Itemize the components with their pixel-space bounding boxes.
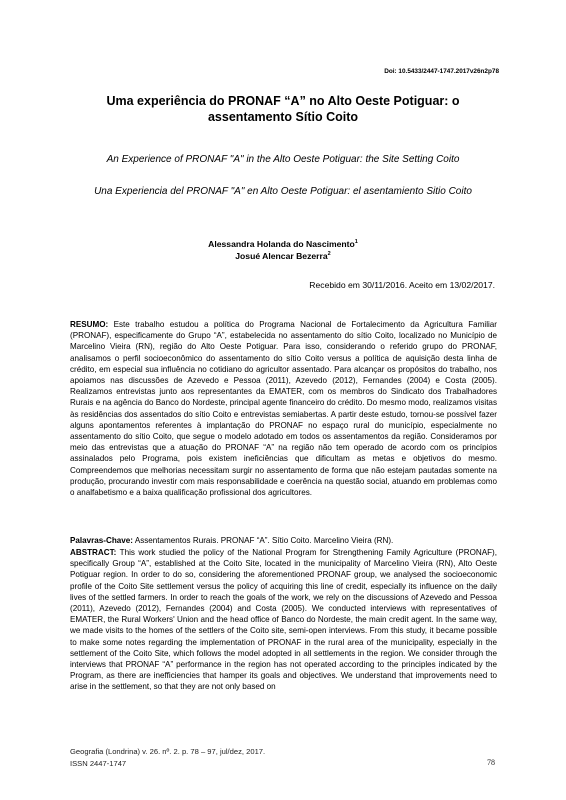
subtitle-spanish: Una Experiencia del PRONAF "A" en Alto Oeste Potiguar: el asentamiento Sitio Coito bbox=[94, 186, 472, 197]
resumo-label: RESUMO: bbox=[70, 320, 109, 329]
doi-header: Doi: 10.5433/2447-1747.2017v26n2p78 bbox=[384, 68, 499, 75]
keywords-paragraph bbox=[70, 535, 497, 546]
keywords-text: Assentamentos Rurais. PRONAF “A”. Sítio Coito. Marcelino Vieira (RN). bbox=[134, 536, 394, 545]
abstract-text: This work studied the policy of the National Program for Strengthening Family Agriculture (PRONAF), specifically Group “A”, established at the Coito Site, located in the municipality of Marcelino Vieira (RN), Alto Oeste Potiguar region. In order to do so, considering the aforementioned PRONAF group, we analysed the socioeconomic profile of the Coito Site settlement versus the policy of acquiring this line of credit, especially its influence on the daily lives of the settled farmers. In order to reach the goals of the work, we rely on the discussions of Azevedo and Pessoa (2011), Azevedo (2012), Fernandes (2004) and Costa (2005). We conducted interviews with representatives of EMATER, the Rural Workers' Union and the head office of Banco do Nordeste, the main credit agent. In the same way, we made visits to the homes of the settlers of the Coito site, semi-open interviews. From this study, it became possible to make some notes regarding the implementation of PRONAF in the rural area of the municipality, especially in the settlement of the Coito Site, which follows the model adopted in all settlements in the region. We consider through the interviews that PRONAF “A” performance in the region has not operated according to the principles indicated by the Program, as there are inefficiencies that hamper its goals and objectives. We understand that improvements need to arise in the settlement, so that they are not only based on bbox=[70, 548, 497, 692]
journal-citation: Geografia (Londrina) v. 26. nº. 2. p. 78 – 97, jul/dez, 2017. bbox=[70, 747, 266, 756]
authors-block bbox=[70, 238, 496, 262]
resumo-paragraph bbox=[70, 319, 497, 498]
keywords-label: Palavras-Chave: bbox=[70, 536, 133, 545]
resumo-text: Este trabalho estudou a política do Programa Nacional de Fortalecimento da Agricultura Familiar (PRONAF), especificamente do Grupo “A”, estabelecida no assentamento do sítio Coito, localizado no Município de Marcelino Vieira (RN), região do Alto Oeste Potiguar. Para isso, considerando o referido grupo do PRONAF, analisamos o perfil socioeconômico do assentamento do sítio Coito versus a política de aquisição desta linha de crédito, em especial sua influência no cotidiano do agricultor assentado. Para alcançar os propósitos do trabalho, nos apoiamos nas discussões de Azevedo e Pessoa (2011), Azevedo (2012), Fernandes (2004) e Costa (2005). Realizamos entrevistas junto aos representantes da EMATER, com os membros do Sindicato dos Trabalhadores Rurais e na agência do Banco do Nordeste, principal agente financeiro do crédito. Do mesmo modo, realizamos visitas às residências dos assentados do sítio Coito e entrevistas semiabertas. A partir deste estudo, tornou-se possível fazer alguns apontamentos referentes à implantação do PRONAF no espaço rural do município, especialmente no assentamento do sítio Coito, que segue o modelo adotado em todos os assentamentos da região. Consideramos por meio das entrevistas que a atuação do PRONAF “A” na região não tem operado de acordo com os princípios assinalados pelo Programa, pois existem ineficiências que dificultam as metas e objetivos do mesmo. Compreendemos que melhorias necessitam surgir no assentamento de forma que não estejam pautadas somente na produção, procurando investir com mais responsabilidade e coerência na questão social, atuando em problemas como o analfabetismo e a baixa qualificação profissional dos agricultores. bbox=[70, 320, 498, 498]
author-1 bbox=[70, 238, 496, 250]
abstract-label: ABSTRACT: bbox=[70, 548, 117, 557]
page-footer bbox=[70, 746, 265, 770]
author-footnote-mark: 2 bbox=[327, 251, 331, 258]
author-name: Josué Alencar Bezerra bbox=[235, 251, 328, 261]
page-number: 78 bbox=[487, 758, 495, 767]
author-footnote-mark: 1 bbox=[354, 239, 358, 246]
subtitle-english: An Experience of PRONAF "A" in the Alto Oeste Potiguar: the Site Setting Coito bbox=[106, 154, 460, 165]
received-accepted-dates: Recebido em 30/11/2016. Aceito em 13/02/2017. bbox=[309, 280, 495, 290]
author-name: Alessandra Holanda do Nascimento bbox=[208, 239, 355, 249]
issn: ISSN 2447-1747 bbox=[70, 759, 127, 768]
abstract-paragraph bbox=[70, 547, 497, 693]
author-2 bbox=[70, 250, 496, 262]
paper-title: Uma experiência do PRONAF “A” no Alto Oeste Potiguar: o assentamento Sítio Coito bbox=[106, 94, 460, 124]
